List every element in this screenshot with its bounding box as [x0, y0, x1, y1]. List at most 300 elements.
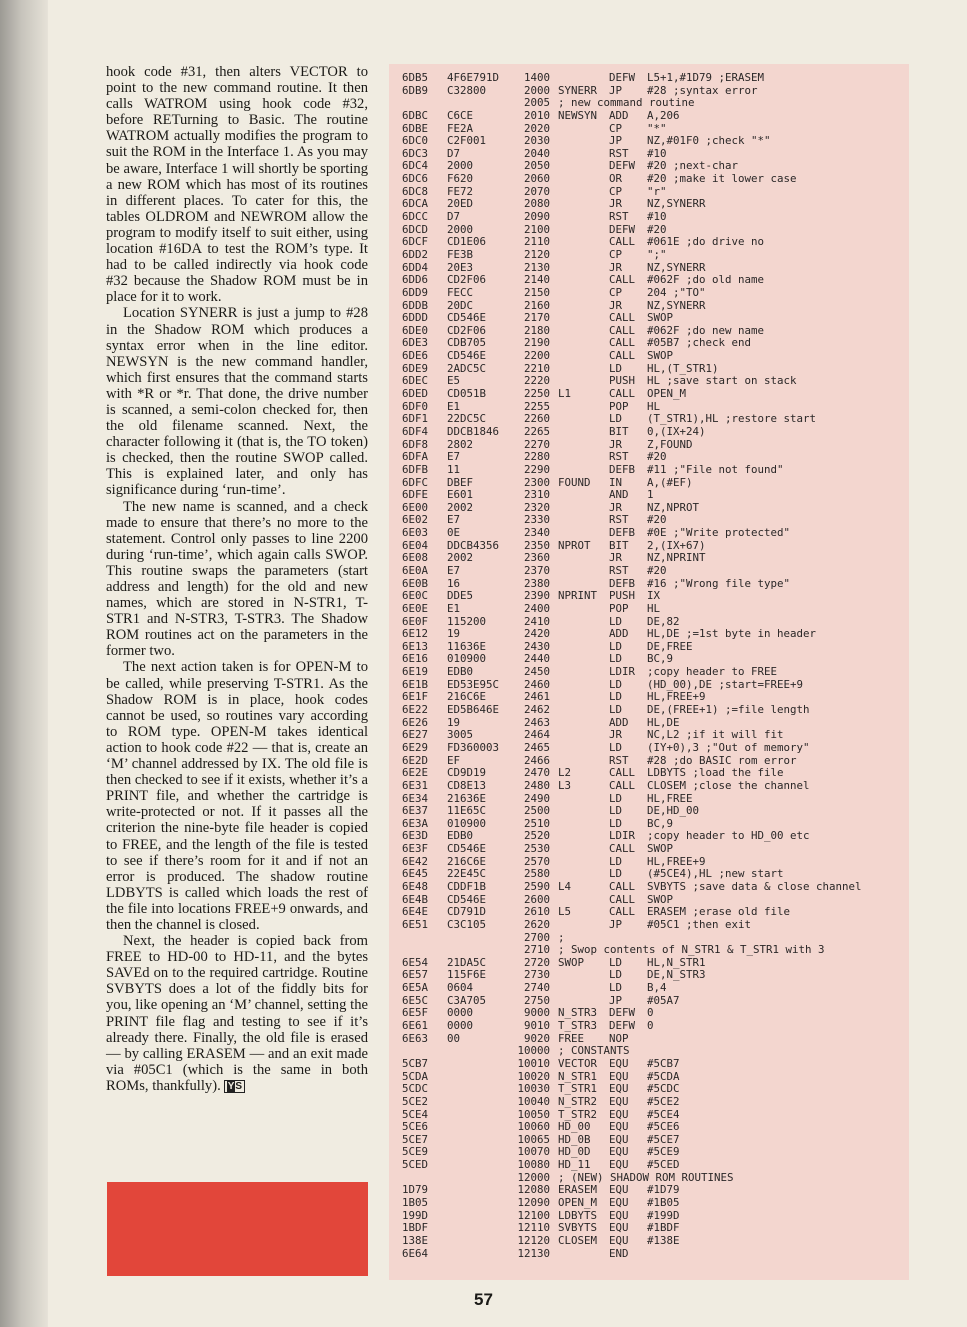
- listing-hex: 16: [447, 576, 461, 590]
- listing-line-number: 10030: [517, 1082, 550, 1096]
- listing-address: 6E63: [402, 1031, 429, 1045]
- listing-operand: HL ;save start on stack: [647, 374, 797, 388]
- listing-row: [402, 1007, 907, 1020]
- listing-row: [402, 426, 907, 439]
- listing-opcode: DEFW: [609, 159, 636, 173]
- listing-hex: CD2F06: [447, 273, 487, 287]
- listing-line-number: 2740: [523, 981, 550, 995]
- listing-opcode: PUSH: [609, 374, 636, 388]
- listing-opcode: EQU: [609, 1056, 629, 1070]
- listing-line-number: 2190: [523, 336, 550, 350]
- listing-operand: DE,(FREE+1) ;=file length: [647, 703, 810, 717]
- listing-opcode: DEFW: [609, 1019, 636, 1033]
- listing-hex: 22E45C: [447, 867, 487, 881]
- listing-operand: #062F ;do old name: [647, 273, 765, 287]
- listing-address: 5CE6: [402, 1120, 429, 1134]
- listing-opcode: RST: [609, 513, 629, 527]
- listing-line-number: 2400: [523, 601, 550, 615]
- listing-opcode: LD: [609, 955, 623, 969]
- listing-opcode: LD: [609, 854, 623, 868]
- listing-opcode: LD: [609, 968, 623, 982]
- listing-hex: CD051B: [447, 387, 487, 401]
- listing-address: 1D79: [402, 1183, 429, 1197]
- listing-line-number: 12000: [517, 1170, 550, 1184]
- listing-hex: ED5B646E: [447, 703, 500, 717]
- listing-opcode: EQU: [609, 1145, 629, 1159]
- listing-line-number: 2005: [523, 96, 550, 110]
- listing-opcode: JR: [609, 437, 623, 451]
- listing-hex: 19: [447, 627, 461, 641]
- listing-hex: 0000: [447, 1006, 474, 1020]
- listing-operand: SWOP: [647, 842, 674, 856]
- listing-line-number: 10040: [517, 1094, 550, 1108]
- listing-opcode: LD: [609, 804, 623, 818]
- listing-label: VECTOR: [558, 1056, 598, 1070]
- listing-label: ; CONSTANTS: [558, 1044, 630, 1058]
- listing-opcode: JP: [609, 993, 623, 1007]
- listing-line-number: 2130: [523, 260, 550, 274]
- listing-line-number: 2463: [523, 715, 550, 729]
- end-logo-s: S: [235, 1080, 243, 1092]
- listing-label: T_STR1: [558, 1082, 598, 1096]
- listing-operand: #5CE4: [647, 1107, 680, 1121]
- listing-line-number: 2000: [523, 83, 550, 97]
- listing-opcode: LD: [609, 614, 623, 628]
- listing-opcode: DEFW: [609, 1006, 636, 1020]
- listing-line-number: 2310: [523, 488, 550, 502]
- listing-hex: 4F6E791D: [447, 71, 500, 84]
- listing-line-number: 12080: [517, 1183, 550, 1197]
- listing-line-number: 2510: [523, 816, 550, 830]
- listing-operand: #20: [647, 222, 667, 236]
- listing-operand: #20 ;make it lower case: [647, 172, 797, 186]
- listing-address: 6E16: [402, 652, 429, 666]
- listing-operand: DE,N_STR3: [647, 968, 706, 982]
- listing-line-number: 2580: [523, 867, 550, 881]
- listing-operand: #5CE6: [647, 1120, 680, 1134]
- listing-address: 6E3F: [402, 842, 429, 856]
- listing-hex: EDB0: [447, 665, 474, 679]
- listing-opcode: RST: [609, 753, 629, 767]
- listing-address: 6DC8: [402, 184, 429, 198]
- listing-opcode: IN: [609, 475, 623, 489]
- listing-address: 5CDC: [402, 1082, 429, 1096]
- listing-opcode: CALL: [609, 880, 636, 893]
- listing-address: 6E61: [402, 1019, 429, 1033]
- listing-opcode: LD: [609, 867, 623, 881]
- listing-hex: 11E65C: [447, 804, 487, 818]
- listing-operand: #061E ;do drive no: [647, 235, 765, 249]
- listing-address: 6E04: [402, 538, 429, 552]
- listing-hex: C32800: [447, 83, 487, 97]
- listing-operand: #05B7 ;check end: [647, 336, 752, 350]
- listing-hex: C2F001: [447, 134, 487, 148]
- listing-address: 6E4E: [402, 905, 429, 919]
- listing-operand: (HD_00),DE ;start=FREE+9: [647, 677, 804, 691]
- listing-hex: E1: [447, 601, 461, 615]
- listing-operand: #199D: [647, 1208, 680, 1222]
- listing-operand: 0: [647, 1006, 654, 1020]
- listing-hex: E601: [447, 488, 474, 502]
- listing-line-number: 2070: [523, 184, 550, 198]
- listing-row: [402, 477, 907, 490]
- listing-line-number: 2470: [523, 766, 550, 780]
- listing-address: 6DD4: [402, 260, 429, 274]
- listing-address: 6E22: [402, 703, 429, 717]
- listing-opcode: RST: [609, 146, 629, 160]
- listing-line-number: 2270: [523, 437, 550, 451]
- listing-label: FREE: [558, 1031, 585, 1045]
- listing-opcode: EQU: [609, 1132, 629, 1146]
- listing-line-number: 2570: [523, 854, 550, 868]
- listing-operand: SVBYTS ;save data & close channel: [647, 880, 862, 893]
- listing-line-number: 10050: [517, 1107, 550, 1121]
- listing-line-number: 2430: [523, 639, 550, 653]
- listing-line-number: 2030: [523, 134, 550, 148]
- listing-line-number: 2160: [523, 298, 550, 312]
- listing-hex: 0000: [447, 1019, 474, 1033]
- listing-hex: CD1E06: [447, 235, 487, 249]
- listing-address: 6DFB: [402, 462, 429, 476]
- listing-label: HD_0D: [558, 1145, 591, 1159]
- listing-opcode: CALL: [609, 387, 636, 401]
- listing-hex: D7: [447, 210, 461, 224]
- listing-line-number: 2255: [523, 399, 550, 413]
- listing-line-number: 2330: [523, 513, 550, 527]
- listing-address: 6E4B: [402, 892, 429, 906]
- listing-row: [402, 565, 907, 578]
- listing-line-number: 2080: [523, 197, 550, 211]
- listing-address: 6E37: [402, 804, 429, 818]
- listing-opcode: DEFB: [609, 576, 636, 590]
- listing-hex: 010900: [447, 652, 487, 666]
- listing-opcode: OR: [609, 172, 623, 186]
- listing-address: 5CE4: [402, 1107, 429, 1121]
- listing-opcode: CALL: [609, 892, 636, 906]
- listing-line-number: 2700: [523, 930, 550, 944]
- listing-hex: CD546E: [447, 349, 487, 363]
- listing-address: 6E57: [402, 968, 429, 982]
- listing-operand: 2,(IX+67): [647, 538, 706, 552]
- listing-opcode: BIT: [609, 424, 629, 438]
- listing-line-number: 2720: [523, 955, 550, 969]
- listing-line-number: 2500: [523, 804, 550, 818]
- listing-operand: OPEN_M: [647, 387, 687, 401]
- listing-address: 6DFA: [402, 450, 429, 464]
- listing-hex: E7: [447, 450, 461, 464]
- listing-line-number: 2140: [523, 273, 550, 287]
- listing-opcode: ADD: [609, 627, 629, 641]
- listing-operand: #5CED: [647, 1158, 680, 1172]
- listing-line-number: 2480: [523, 778, 550, 792]
- listing-line-number: 2040: [523, 146, 550, 160]
- listing-opcode: PUSH: [609, 589, 636, 603]
- listing-opcode: CALL: [609, 273, 636, 287]
- listing-opcode: DEFW: [609, 71, 636, 84]
- listing-address: 6DD6: [402, 273, 429, 287]
- listing-label: CLOSEM: [558, 1233, 598, 1247]
- listing-hex: FE72: [447, 184, 474, 198]
- listing-row: [402, 1058, 907, 1071]
- listing-opcode: LD: [609, 639, 623, 653]
- listing-address: 6DEC: [402, 374, 429, 388]
- listing-address: 6E48: [402, 880, 429, 893]
- listing-address: 6DCA: [402, 197, 429, 211]
- listing-row: [402, 312, 907, 325]
- listing-operand: NZ,#01F0 ;check "*": [647, 134, 771, 148]
- listing-hex: 21DA5C: [447, 955, 487, 969]
- listing-hex: 2ADC5C: [447, 361, 487, 375]
- listing-hex: EF: [447, 753, 461, 767]
- listing-opcode: LD: [609, 690, 623, 704]
- listing-line-number: 9010: [523, 1019, 550, 1033]
- listing-line-number: 10010: [517, 1056, 550, 1070]
- listing-line-number: 2150: [523, 285, 550, 299]
- listing-operand: HL: [647, 399, 661, 413]
- listing-row: [402, 211, 907, 224]
- listing-operand: HL,N_STR1: [647, 955, 706, 969]
- listing-address: 6DFE: [402, 488, 429, 502]
- listing-line-number: 10060: [517, 1120, 550, 1134]
- listing-row: [402, 767, 907, 780]
- listing-address: 5CE7: [402, 1132, 429, 1146]
- listing-operand: #28 ;syntax error: [647, 83, 758, 97]
- listing-line-number: 10080: [517, 1158, 550, 1172]
- listing-hex: CD9D19: [447, 766, 487, 780]
- listing-opcode: JR: [609, 298, 623, 312]
- listing-hex: DDCB1846: [447, 424, 500, 438]
- listing-operand: HL: [647, 601, 661, 615]
- listing-operand: #20: [647, 563, 667, 577]
- listing-label: T_STR2: [558, 1107, 598, 1121]
- listing-opcode: RST: [609, 563, 629, 577]
- listing-row: [402, 135, 907, 148]
- listing-hex: F620: [447, 172, 474, 186]
- listing-row: [402, 1083, 907, 1096]
- listing-operand: DE,82: [647, 614, 680, 628]
- listing-hex: 115200: [447, 614, 487, 628]
- listing-operand: ;copy header to HD_00 etc: [647, 829, 810, 843]
- listing-hex: 2002: [447, 500, 474, 514]
- listing-operand: #5CDA: [647, 1069, 680, 1083]
- listing-operand: A,206: [647, 108, 680, 122]
- listing-operand: #20: [647, 513, 667, 527]
- listing-hex: 20ED: [447, 197, 474, 211]
- article-paragraph: The new name is scanned, and a check made to ensure that there’s no more to the statement. Control only passes to line 2200 during ‘run-time’, which again calls SWOP. This routine swaps the parameters (start address and length) for the old and new names, which are stored in N-STR1, T-STR1 and N-STR3, T-STR3. The Shadow ROM routines act on the parameters in the former two.: [106, 498, 368, 660]
- listing-label: NPROT: [558, 538, 591, 552]
- listing-label: T_STR3: [558, 1019, 598, 1033]
- listing-hex: C3A705: [447, 993, 487, 1007]
- listing-line-number: 9020: [523, 1031, 550, 1045]
- listing-address: 6DF0: [402, 399, 429, 413]
- listing-operand: 204 ;"TO": [647, 285, 706, 299]
- listing-row: [402, 666, 907, 679]
- listing-row: [402, 72, 907, 85]
- listing-row: [402, 1096, 907, 1109]
- listing-opcode: END: [609, 1246, 629, 1260]
- listing-operand: #1BDF: [647, 1221, 680, 1235]
- listing-address: 6E31: [402, 778, 429, 792]
- listing-operand: L5+1,#1D79 ;ERASEM: [647, 71, 765, 84]
- listing-operand: HL,FREE+9: [647, 854, 706, 868]
- listing-operand: "*": [647, 121, 667, 135]
- listing-line-number: 2020: [523, 121, 550, 135]
- listing-address: 6DF4: [402, 424, 429, 438]
- listing-row: [402, 287, 907, 300]
- listing-row: [402, 350, 907, 363]
- listing-address: 6E64: [402, 1246, 429, 1260]
- listing-line-number: 2320: [523, 500, 550, 514]
- listing-opcode: JR: [609, 197, 623, 211]
- listing-opcode: EQU: [609, 1082, 629, 1096]
- listing-line-number: 2220: [523, 374, 550, 388]
- listing-opcode: EQU: [609, 1233, 629, 1247]
- listing-operand: SWOP: [647, 311, 674, 325]
- listing-label: OPEN_M: [558, 1196, 598, 1210]
- listing-row: [402, 388, 907, 401]
- listing-label: SVBYTS: [558, 1221, 598, 1235]
- listing-line-number: 10020: [517, 1069, 550, 1083]
- listing-line-number: 2490: [523, 791, 550, 805]
- listing-hex: 20E3: [447, 260, 474, 274]
- book-spine-shadow: [0, 0, 48, 1327]
- listing-line-number: 2290: [523, 462, 550, 476]
- listing-operand: Z,FOUND: [647, 437, 693, 451]
- listing-line-number: 2710: [523, 943, 550, 957]
- listing-opcode: ADD: [609, 108, 629, 122]
- listing-operand: B,4: [647, 981, 667, 995]
- listing-opcode: EQU: [609, 1158, 629, 1172]
- listing-hex: E7: [447, 513, 461, 527]
- listing-label: N_STR2: [558, 1094, 598, 1108]
- listing-opcode: EQU: [609, 1183, 629, 1197]
- listing-operand: ERASEM ;erase old file: [647, 905, 791, 919]
- listing-address: 199D: [402, 1208, 429, 1222]
- listing-label: HD_00: [558, 1120, 591, 1134]
- listing-row: [402, 1235, 907, 1248]
- listing-line-number: 2420: [523, 627, 550, 641]
- listing-opcode: ADD: [609, 715, 629, 729]
- listing-address: 6E12: [402, 627, 429, 641]
- listing-address: 6DF1: [402, 412, 429, 426]
- listing-label: NPRINT: [558, 589, 598, 603]
- listing-address: 6E1B: [402, 677, 429, 691]
- listing-operand: LDBYTS ;load the file: [647, 766, 784, 780]
- listing-address: 5CDA: [402, 1069, 429, 1083]
- listing-row: [402, 274, 907, 287]
- listing-opcode: CALL: [609, 336, 636, 350]
- listing-row: [402, 489, 907, 502]
- listing-hex: 0E: [447, 526, 461, 540]
- listing-address: 6E45: [402, 867, 429, 881]
- listing-row: [402, 881, 907, 894]
- listing-row: [402, 1020, 907, 1033]
- listing-opcode: JP: [609, 917, 623, 931]
- listing-operand: (IY+0),3 ;"Out of memory": [647, 740, 810, 754]
- listing-operand: #10: [647, 210, 667, 224]
- listing-label: L5: [558, 905, 572, 919]
- listing-operand: HL,DE: [647, 715, 680, 729]
- listing-line-number: 2461: [523, 690, 550, 704]
- listing-line-number: 2170: [523, 311, 550, 325]
- listing-address: 6E0F: [402, 614, 429, 628]
- listing-opcode: DEFB: [609, 526, 636, 540]
- end-of-article-logo: [224, 1080, 245, 1093]
- listing-line-number: 10070: [517, 1145, 550, 1159]
- listing-address: 1BDF: [402, 1221, 429, 1235]
- listing-line-number: 2450: [523, 665, 550, 679]
- listing-address: 6DDB: [402, 298, 429, 312]
- listing-row: [402, 603, 907, 616]
- listing-line-number: 9000: [523, 1006, 550, 1020]
- listing-line-number: 2466: [523, 753, 550, 767]
- listing-address: 6DCD: [402, 222, 429, 236]
- listing-row: [402, 173, 907, 186]
- listing-line-number: 2010: [523, 108, 550, 122]
- listing-row: [402, 451, 907, 464]
- listing-hex: 2002: [447, 551, 474, 565]
- listing-operand: NZ,SYNERR: [647, 197, 706, 211]
- listing-address: 5CE9: [402, 1145, 429, 1159]
- listing-hex: 2802: [447, 437, 474, 451]
- listing-address: 6E26: [402, 715, 429, 729]
- listing-hex: 3005: [447, 728, 474, 742]
- listing-address: 6E00: [402, 500, 429, 514]
- listing-line-number: 2370: [523, 563, 550, 577]
- listing-line-number: 2360: [523, 551, 550, 565]
- listing-hex: CD546E: [447, 842, 487, 856]
- listing-hex: C3C105: [447, 917, 487, 931]
- listing-hex: CD791D: [447, 905, 487, 919]
- listing-line-number: 2110: [523, 235, 550, 249]
- listing-operand: #1D79: [647, 1183, 680, 1197]
- listing-opcode: EQU: [609, 1196, 629, 1210]
- listing-address: 5CED: [402, 1158, 429, 1172]
- listing-operand: BC,9: [647, 816, 674, 830]
- listing-label: SWOP: [558, 955, 585, 969]
- listing-row: [402, 628, 907, 641]
- listing-row: [402, 704, 907, 717]
- listing-operand: 1: [647, 488, 654, 502]
- listing-row: [402, 805, 907, 818]
- listing-line-number: 2340: [523, 526, 550, 540]
- listing-line-number: 2050: [523, 159, 550, 173]
- listing-hex: 19: [447, 715, 461, 729]
- listing-address: 6DBE: [402, 121, 429, 135]
- article-paragraph: hook code #31, then alters VECTOR to point to the new command routine. It then calls WATROM using hook code #32, before RETurning to Basic. The routine WATROM actually modifies the program to suit the ROM in the Interface 1. As you may be aware, Interface 1 will shortly be sporting a new ROM which has most of its routines in different places. To cater for this, the tables OLDROM and NEWROM allow the program to modify itself to suit either, using location #16DA to test the ROM’s type. It had to be called indirectly via hook code #32 because the Shadow ROM must be in place for it to work.: [106, 64, 368, 306]
- listing-address: 6E0C: [402, 589, 429, 603]
- listing-line-number: 2210: [523, 361, 550, 375]
- listing-hex: 115F6E: [447, 968, 487, 982]
- listing-hex: 20DC: [447, 298, 474, 312]
- listing-address: 6DED: [402, 387, 429, 401]
- listing-operand: #20 ;next-char: [647, 159, 739, 173]
- listing-opcode: JR: [609, 551, 623, 565]
- listing-opcode: EQU: [609, 1094, 629, 1108]
- listing-operand: SWOP: [647, 892, 674, 906]
- listing-address: 6E2E: [402, 766, 429, 780]
- listing-opcode: LD: [609, 412, 623, 426]
- listing-operand: #11 ;"File not found": [647, 462, 784, 476]
- listing-operand: CLOSEM ;close the channel: [647, 778, 810, 792]
- listing-hex: DBEF: [447, 475, 474, 489]
- listing-opcode: CALL: [609, 778, 636, 792]
- listing-line-number: 2390: [523, 589, 550, 603]
- listing-row: [402, 1033, 907, 1046]
- listing-opcode: LD: [609, 703, 623, 717]
- listing-address: 138E: [402, 1233, 429, 1247]
- listing-opcode: CALL: [609, 905, 636, 919]
